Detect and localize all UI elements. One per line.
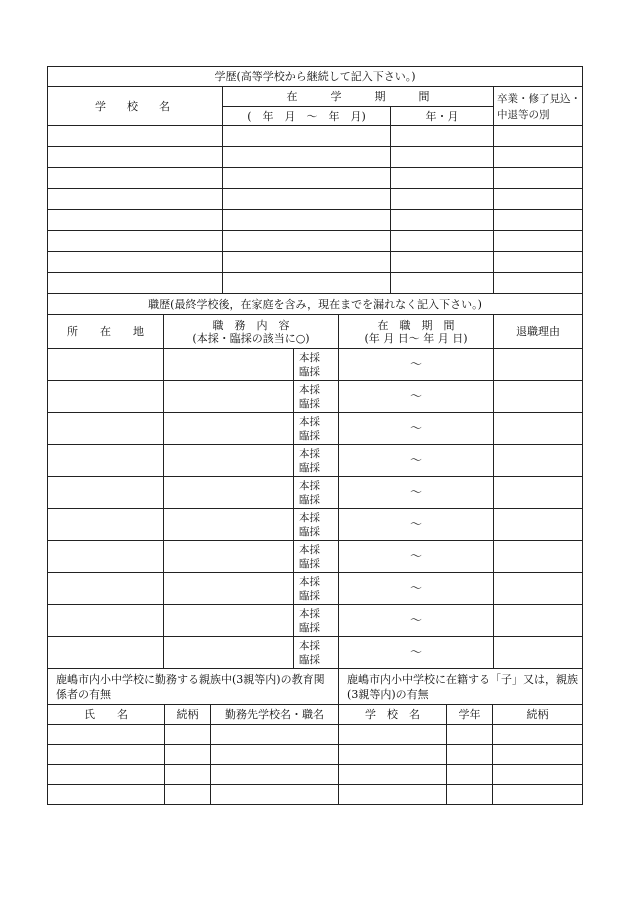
education-school-cell[interactable]	[48, 147, 223, 168]
family-school-cell[interactable]	[339, 765, 447, 785]
employment-row	[48, 381, 583, 413]
family-name-cell[interactable]	[48, 725, 165, 745]
education-period-ym-cell[interactable]	[391, 189, 494, 210]
education-row	[48, 210, 583, 231]
employment-table	[47, 293, 583, 669]
employment-type-options	[294, 541, 339, 573]
education-period-ym-cell[interactable]	[391, 168, 494, 189]
education-row	[48, 189, 583, 210]
option-regular[interactable]: 本採	[299, 351, 320, 364]
family-relation-cell[interactable]	[165, 725, 211, 745]
employment-reason-cell[interactable]	[494, 381, 583, 413]
employment-duties-cell[interactable]	[164, 605, 294, 637]
employment-location-cell[interactable]	[48, 381, 164, 413]
employment-reason-cell[interactable]	[494, 477, 583, 509]
employment-reason-cell[interactable]	[494, 573, 583, 605]
education-school-cell[interactable]	[48, 231, 223, 252]
employment-period-cell[interactable]: ～	[339, 605, 494, 637]
option-temporary[interactable]: 臨採	[299, 461, 320, 474]
family-workplace-cell[interactable]	[211, 725, 339, 745]
employment-period-cell[interactable]: ～	[339, 509, 494, 541]
option-regular[interactable]: 本採	[299, 639, 320, 652]
employment-type-options	[294, 413, 339, 445]
education-status-cell[interactable]	[494, 147, 583, 168]
option-temporary[interactable]: 臨採	[299, 493, 320, 506]
employment-duties-cell[interactable]	[164, 477, 294, 509]
employment-row	[48, 605, 583, 637]
employment-type-options	[294, 349, 339, 381]
family-relation2-header: 続柄	[493, 705, 583, 725]
family-relation2-cell[interactable]	[493, 765, 583, 785]
education-row	[48, 231, 583, 252]
employment-duties-header	[164, 315, 339, 349]
education-row	[48, 252, 583, 273]
family-school-cell[interactable]	[339, 745, 447, 765]
employment-duties-cell[interactable]	[164, 509, 294, 541]
employment-row	[48, 637, 583, 669]
option-regular[interactable]: 本採	[299, 575, 320, 588]
duties-header-line1: 職 務 内 容	[212, 318, 290, 332]
education-table	[47, 66, 583, 294]
family-row	[48, 745, 583, 765]
education-row	[48, 168, 583, 189]
education-status-header: 卒業・修了見込・中退等の別	[494, 87, 583, 126]
option-regular[interactable]: 本採	[299, 415, 320, 428]
employment-reason-cell[interactable]	[494, 445, 583, 477]
employment-reason-cell[interactable]	[494, 413, 583, 445]
education-row	[48, 273, 583, 294]
family-name-cell[interactable]	[48, 745, 165, 765]
education-status-cell[interactable]	[494, 126, 583, 147]
education-period-ym-cell[interactable]	[391, 273, 494, 294]
education-period-range-cell[interactable]	[223, 210, 391, 231]
employment-period-cell[interactable]: ～	[339, 637, 494, 669]
family-relation2-cell[interactable]	[493, 725, 583, 745]
education-period-ym-cell[interactable]	[391, 231, 494, 252]
education-period-ym-cell[interactable]	[391, 147, 494, 168]
employment-period-cell[interactable]: ～	[339, 445, 494, 477]
family-name-header: 氏 名	[48, 705, 165, 725]
employment-row	[48, 541, 583, 573]
education-school-cell[interactable]	[48, 126, 223, 147]
employment-location-cell[interactable]	[48, 349, 164, 381]
option-temporary[interactable]: 臨採	[299, 653, 320, 666]
employment-row	[48, 349, 583, 381]
education-school-cell[interactable]	[48, 210, 223, 231]
family-relation2-cell[interactable]	[493, 745, 583, 765]
education-period-range-cell[interactable]	[223, 168, 391, 189]
option-temporary[interactable]: 臨採	[299, 365, 320, 378]
education-title: 学歴(高等学校から継続して記入下さい。)	[48, 67, 583, 87]
employment-period-header	[339, 315, 494, 349]
family-workplace-cell[interactable]	[211, 785, 339, 805]
employment-location-cell[interactable]	[48, 573, 164, 605]
option-regular[interactable]: 本採	[299, 511, 320, 524]
employment-reason-cell[interactable]	[494, 541, 583, 573]
period-header-line2: (年 月 日～ 年 月 日)	[364, 331, 468, 345]
education-period-header: 在 学 期 間	[223, 87, 494, 107]
education-status-cell[interactable]	[494, 231, 583, 252]
period-header-line1: 在 職 期 間	[377, 318, 455, 332]
education-school-cell[interactable]	[48, 252, 223, 273]
option-regular[interactable]: 本採	[299, 383, 320, 396]
education-period-ym-cell[interactable]	[391, 252, 494, 273]
family-row	[48, 765, 583, 785]
option-regular[interactable]: 本採	[299, 607, 320, 620]
employment-duties-cell[interactable]	[164, 381, 294, 413]
employment-location-cell[interactable]	[48, 445, 164, 477]
employment-period-cell[interactable]: ～	[339, 413, 494, 445]
education-period-range-cell[interactable]	[223, 126, 391, 147]
family-teachers-question: 鹿嶋市内小中学校に勤務する親族中(3親等内)の教育関係者の有無	[48, 669, 339, 705]
resume-sheet	[47, 66, 582, 805]
education-row	[48, 147, 583, 168]
family-name-cell[interactable]	[48, 785, 165, 805]
employment-period-cell[interactable]: ～	[339, 573, 494, 605]
employment-row	[48, 509, 583, 541]
employment-period-cell[interactable]: ～	[339, 349, 494, 381]
education-school-header: 学 校 名	[48, 87, 223, 126]
employment-location-cell[interactable]	[48, 477, 164, 509]
employment-type-options	[294, 445, 339, 477]
employment-location-cell[interactable]	[48, 605, 164, 637]
employment-row	[48, 445, 583, 477]
family-school-header: 学 校 名	[339, 705, 447, 725]
family-workplace-header: 勤務先学校名・職名	[211, 705, 339, 725]
family-row	[48, 785, 583, 805]
employment-duties-cell[interactable]	[164, 445, 294, 477]
family-grade-cell[interactable]	[447, 745, 493, 765]
employment-type-options	[294, 573, 339, 605]
education-school-cell[interactable]	[48, 168, 223, 189]
duties-header-line2: (本採・臨採の該当に○)	[192, 331, 310, 345]
family-students-question: 鹿嶋市内小中学校に在籍する「子」又は，親族(3親等内)の有無	[339, 669, 583, 705]
education-status-cell[interactable]	[494, 273, 583, 294]
family-relation-cell[interactable]	[165, 745, 211, 765]
education-period-range-header: ( 年 月 ～ 年 月)	[223, 107, 391, 126]
family-relation-cell[interactable]	[165, 765, 211, 785]
family-grade-cell[interactable]	[447, 725, 493, 745]
employment-reason-cell[interactable]	[494, 349, 583, 381]
education-status-cell[interactable]	[494, 252, 583, 273]
education-period-range-cell[interactable]	[223, 147, 391, 168]
education-status-cell[interactable]	[494, 168, 583, 189]
employment-location-cell[interactable]	[48, 509, 164, 541]
family-workplace-cell[interactable]	[211, 765, 339, 785]
education-period-range-cell[interactable]	[223, 189, 391, 210]
employment-title: 職歴(最終学校後，在家庭を含み，現在までを漏れなく記入下さい。)	[48, 294, 583, 315]
employment-duties-cell[interactable]	[164, 349, 294, 381]
family-table	[47, 668, 583, 805]
option-regular[interactable]: 本採	[299, 447, 320, 460]
option-temporary[interactable]: 臨採	[299, 429, 320, 442]
employment-location-cell[interactable]	[48, 413, 164, 445]
family-relation2-cell[interactable]	[493, 785, 583, 805]
employment-period-cell[interactable]: ～	[339, 541, 494, 573]
education-status-cell[interactable]	[494, 189, 583, 210]
family-grade-cell[interactable]	[447, 785, 493, 805]
employment-row	[48, 413, 583, 445]
employment-reason-cell[interactable]	[494, 509, 583, 541]
family-workplace-cell[interactable]	[211, 745, 339, 765]
employment-location-cell[interactable]	[48, 637, 164, 669]
employment-type-options	[294, 509, 339, 541]
option-regular[interactable]: 本採	[299, 543, 320, 556]
family-relation-cell[interactable]	[165, 785, 211, 805]
education-period-range-cell[interactable]	[223, 231, 391, 252]
employment-reason-cell[interactable]	[494, 637, 583, 669]
education-period-ym-cell[interactable]	[391, 210, 494, 231]
family-relation-header: 続柄	[165, 705, 211, 725]
employment-duties-cell[interactable]	[164, 637, 294, 669]
option-temporary[interactable]: 臨採	[299, 621, 320, 634]
education-period-range-cell[interactable]	[223, 273, 391, 294]
employment-type-options	[294, 605, 339, 637]
education-period-ym-cell[interactable]	[391, 126, 494, 147]
option-regular[interactable]: 本採	[299, 479, 320, 492]
employment-reason-cell[interactable]	[494, 605, 583, 637]
family-row	[48, 725, 583, 745]
employment-duties-cell[interactable]	[164, 573, 294, 605]
employment-reason-header: 退職理由	[494, 315, 583, 349]
employment-row	[48, 573, 583, 605]
employment-type-options	[294, 477, 339, 509]
education-school-cell[interactable]	[48, 273, 223, 294]
employment-period-cell[interactable]: ～	[339, 381, 494, 413]
employment-location-cell[interactable]	[48, 541, 164, 573]
employment-type-options	[294, 637, 339, 669]
employment-type-options	[294, 381, 339, 413]
family-school-cell[interactable]	[339, 785, 447, 805]
employment-period-cell[interactable]: ～	[339, 477, 494, 509]
employment-location-header: 所 在 地	[48, 315, 164, 349]
employment-duties-cell[interactable]	[164, 541, 294, 573]
option-temporary[interactable]: 臨採	[299, 589, 320, 602]
education-period-ym-header: 年・月	[391, 107, 494, 126]
family-name-cell[interactable]	[48, 765, 165, 785]
option-temporary[interactable]: 臨採	[299, 557, 320, 570]
employment-duties-cell[interactable]	[164, 413, 294, 445]
family-school-cell[interactable]	[339, 725, 447, 745]
education-row	[48, 126, 583, 147]
employment-row	[48, 477, 583, 509]
option-temporary[interactable]: 臨採	[299, 397, 320, 410]
education-period-range-cell[interactable]	[223, 252, 391, 273]
education-school-cell[interactable]	[48, 189, 223, 210]
family-grade-cell[interactable]	[447, 765, 493, 785]
education-status-cell[interactable]	[494, 210, 583, 231]
family-grade-header: 学年	[447, 705, 493, 725]
option-temporary[interactable]: 臨採	[299, 525, 320, 538]
